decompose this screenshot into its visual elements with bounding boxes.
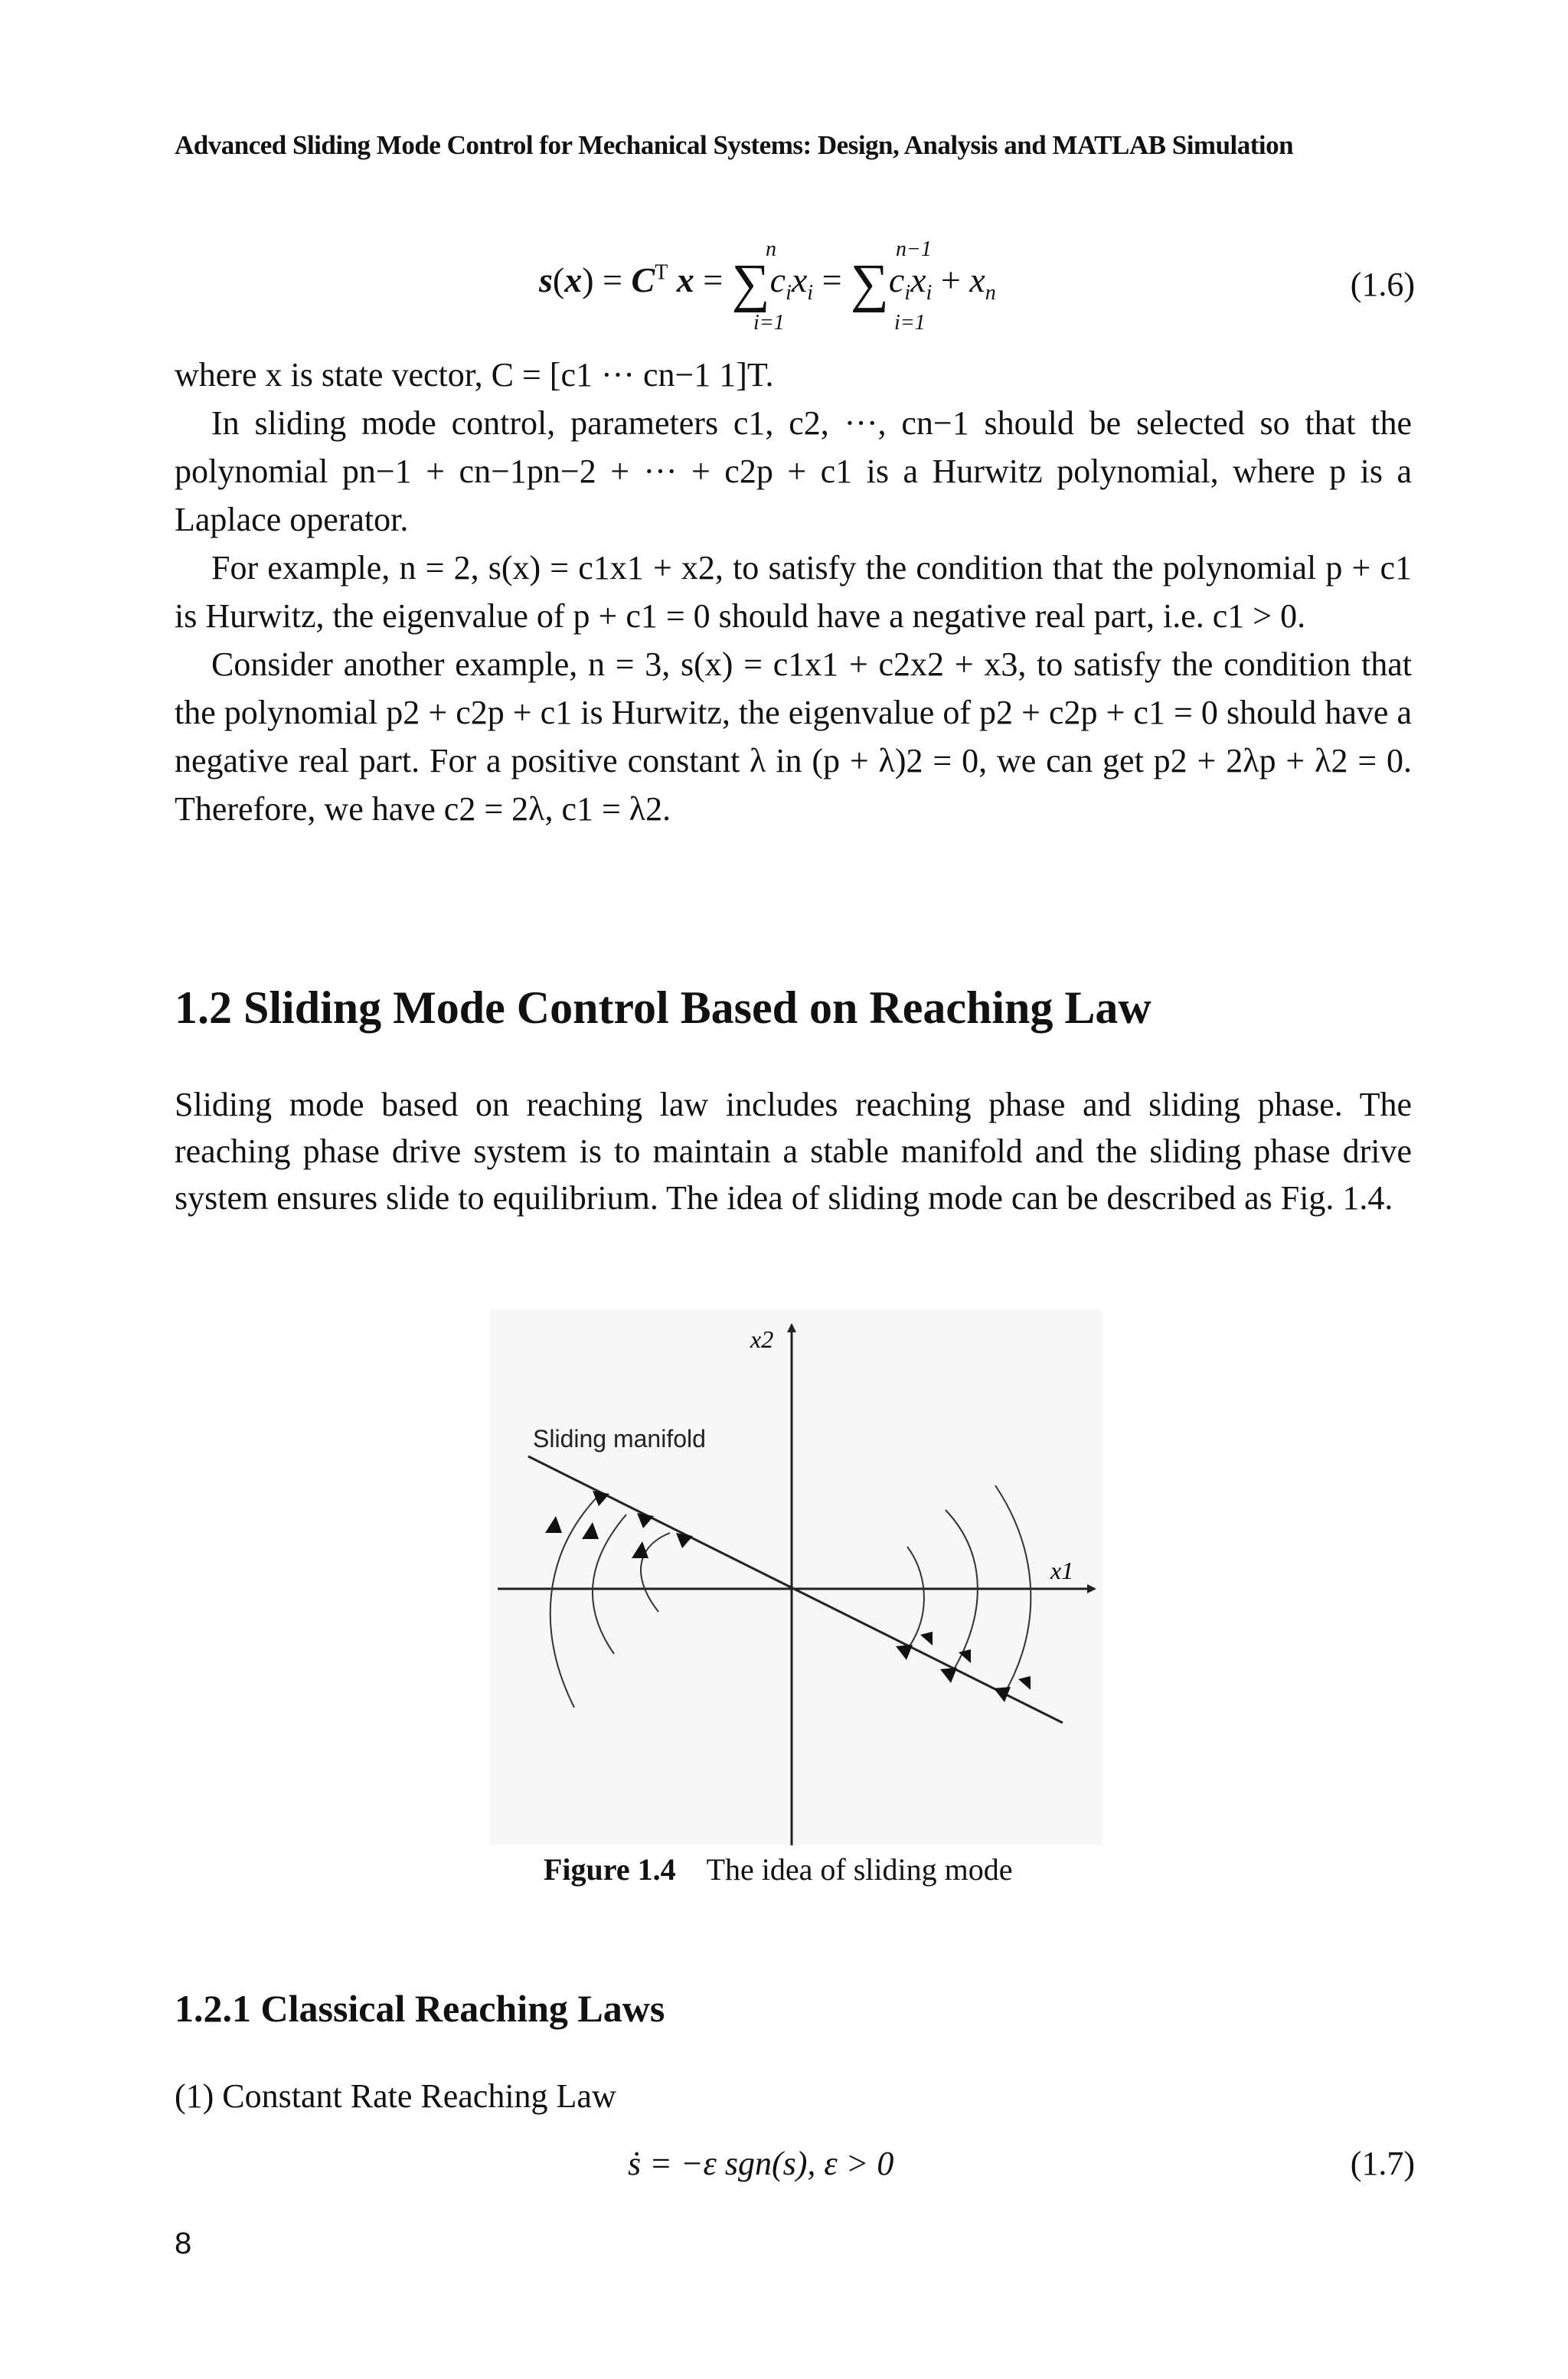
section-paragraph: Sliding mode based on reaching law includes reaching phase and sliding phase. The reaching phase drive system is to maintain a stable manifold and the sliding phase drive system ensures slide to equilibrium. The idea of sliding mode can be described as Fig. 1.4. [175, 1086, 1412, 1217]
figure-background [490, 1309, 1102, 1845]
paragraph-example-2: Consider another example, n = 3, s(x) = c1x1 + c2x2 + x3, to satisfy the condition that the polynomial p2 + c2p + c1 is Hurwitz, the eigenvalue of p2 + c2p + c1 = 0 should have a negative real part. For a positive constant λ in (p + λ)2 = 0, we can get p2 + 2λp + λ2 = 0. Therefore, we have c2 = 2λ, c1 = λ2. [175, 645, 1412, 828]
sum-lower-limit-2: i=1 [894, 311, 926, 335]
x1-label: x1 [1050, 1557, 1074, 1584]
paragraph-where: where x is state vector, C = [c1 ··· cn−1 1]T. [175, 356, 774, 394]
figure-caption-text: The idea of sliding mode [706, 1852, 1013, 1887]
equation-1-7: ṡ = −ε sgn(s), ε > 0 [628, 2145, 894, 2182]
equation-1-6-number: (1.6) [1350, 266, 1415, 303]
sum-upper-limit-2: n−1 [896, 237, 932, 261]
figure-caption [544, 1851, 1012, 1887]
section-heading: 1.2 Sliding Mode Control Based on Reaching Law [175, 982, 1152, 1033]
sliding-manifold-label: Sliding manifold [533, 1425, 706, 1453]
figure-caption-label: Figure 1.4 [544, 1852, 676, 1887]
body-text-block-1 [175, 351, 1412, 833]
subsection-heading: 1.2.1 Classical Reaching Laws [175, 1987, 665, 2030]
equation-1-7-number: (1.7) [1350, 2145, 1415, 2182]
equation-1-6-body: $s(x) = C^T$ $x = \sum c_ix_i = \sum c_ix_i + x_n$ [539, 254, 996, 313]
figure-sliding-mode [490, 1309, 1102, 1845]
sum-lower-limit-1: i=1 [753, 311, 785, 335]
running-header: Advanced Sliding Mode Control for Mechanical Systems: Design, Analysis and MATLAB Simulation [175, 130, 1294, 160]
reaching-law-item: (1) Constant Rate Reaching Law [175, 2077, 616, 2115]
equation-1-6 [539, 230, 1152, 345]
paragraph-hurwitz: In sliding mode control, parameters c1, c2, ···, cn−1 should be selected so that the polynomial pn−1 + cn−1pn−2 + ··· + c2p + c1 is a Hurwitz polynomial, where p is a Laplace operator. [175, 404, 1412, 538]
sum-upper-limit-1: n [766, 237, 776, 261]
page-number: 8 [175, 2227, 192, 2260]
paragraph-example-1: For example, n = 2, s(x) = c1x1 + x2, to satisfy the condition that the polynomial p + c1 is Hurwitz, the eigenvalue of p + c1 = 0 should have a negative real part, i.e. c1 > 0. [175, 549, 1412, 635]
x2-label: x2 [750, 1325, 774, 1353]
